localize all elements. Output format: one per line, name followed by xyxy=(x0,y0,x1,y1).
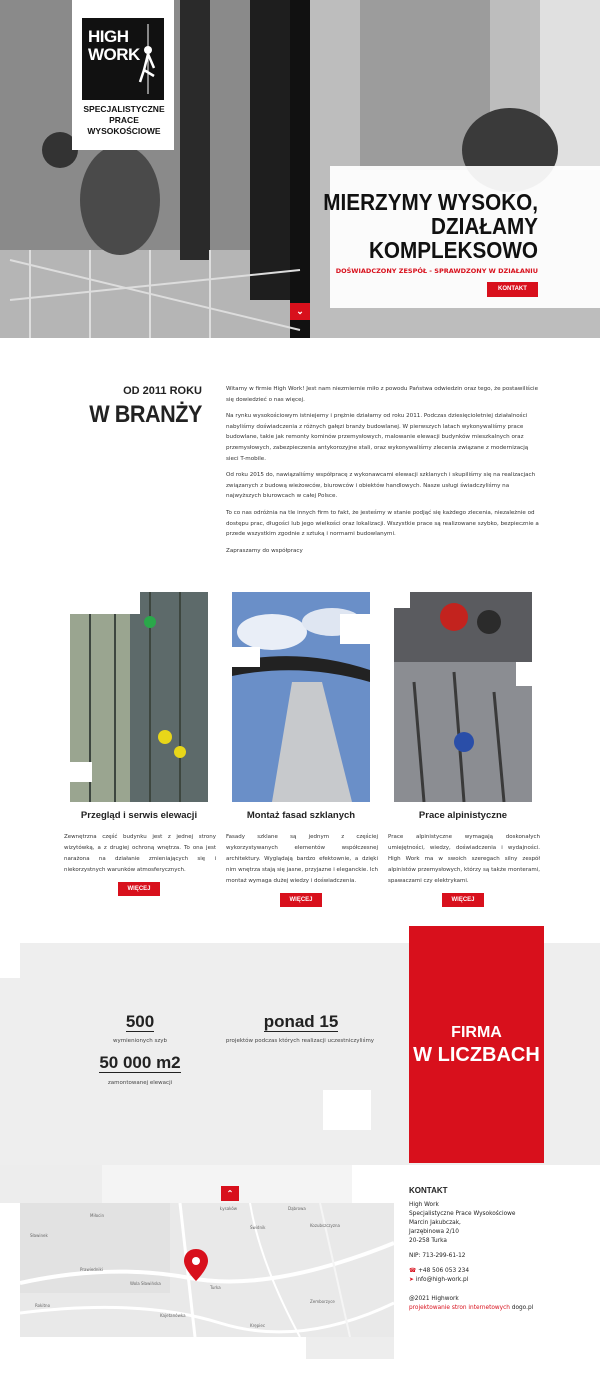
rope-access-photo xyxy=(394,592,532,802)
map-label: Dąbrowa xyxy=(288,1206,306,1211)
logo-mark xyxy=(82,18,164,100)
service-description: Prace alpinistyczne wymagają doskonałych umiejętności, wiedzy, doświadczenia i wydajności. High Work ma w swoich szeregach silny zespół alpinistów przemysłowych, którzy są także monterami, spawaczami czy elektrykami. xyxy=(388,834,540,884)
chevron-up-icon: ⌃ xyxy=(226,1189,234,1198)
credits xyxy=(409,1304,589,1313)
map-label: Turka xyxy=(210,1285,221,1290)
map-label: Zemborzyce xyxy=(310,1299,335,1304)
map-label: Miłocin xyxy=(90,1213,104,1218)
more-button-facade-service[interactable]: WIĘCEJ xyxy=(118,882,160,896)
footer-decor xyxy=(0,1165,102,1203)
phone-icon: ☎ xyxy=(409,1268,417,1274)
map-label: Wola Sławińska xyxy=(130,1281,161,1286)
intro-paragraph: To co nas odróżnia na tle innych firm to fakt, że jesteśmy w stanie podjąć się każdego zlecenia, niezależnie od dostępu prac, długości lub jego wielkości oraz lokalizacji. Wszystkie prace są realizowane szybko, bezpiecznie a przede wszystkim zgodnie z sztuką i normami budowlanymi. xyxy=(226,509,539,538)
stat-label: wymienionych szyb xyxy=(113,1038,167,1044)
hero-section xyxy=(0,0,600,338)
company-name: High Work xyxy=(409,1202,439,1208)
more-button-glass-facade[interactable]: WIĘCEJ xyxy=(280,893,322,907)
email-row[interactable] xyxy=(409,1276,589,1285)
service-title: Prace alpinistyczne xyxy=(418,810,508,821)
service-image-glass-facade xyxy=(232,592,370,802)
tax-id: NIP: 713-299-61-12 xyxy=(409,1253,466,1259)
map-label: Sławinek xyxy=(30,1233,48,1238)
stat-value: 500 xyxy=(125,1012,155,1031)
stats-heading xyxy=(409,1022,544,1066)
contact-block xyxy=(409,1186,589,1313)
stats-heading-line-2: W LICZBACH xyxy=(413,1044,540,1066)
contact-button[interactable]: KONTAKT xyxy=(487,282,538,297)
stats-cutout xyxy=(0,943,20,978)
copyright: @2021 Highwork xyxy=(409,1296,459,1302)
stat-value: 50 000 m2 xyxy=(99,1053,181,1072)
hero-title xyxy=(304,190,538,262)
map[interactable] xyxy=(20,1203,394,1337)
phone-number[interactable]: +48 506 053 234 xyxy=(418,1268,470,1274)
address-city: 20-258 Turka xyxy=(409,1238,447,1244)
map-label: Łysaków xyxy=(220,1206,238,1211)
hero-title-line-1: MIERZYMY WYSOKO, xyxy=(323,189,538,215)
stats-heading-line-1: FIRMA xyxy=(451,1024,502,1041)
service-image-facade-service xyxy=(70,592,208,802)
map-label: Krępiec xyxy=(250,1323,266,1328)
more-button-rope-access[interactable]: WIĘCEJ xyxy=(442,893,484,907)
stat-label: zamontowanej elewacji xyxy=(107,1080,173,1086)
intro-heading: W BRANŻY xyxy=(89,401,202,428)
scroll-down-button[interactable] xyxy=(290,303,310,320)
hero-subtitle: DOŚWIADCZONY ZESPÓŁ - SPRAWDZONY W DZIAŁANIU xyxy=(335,267,538,275)
climber-icon xyxy=(134,24,162,94)
email-link[interactable]: info@high-work.pl xyxy=(415,1277,469,1283)
hero-title-line-3: KOMPLEKSOWO xyxy=(368,237,538,263)
logo-text-high: HIGH xyxy=(88,27,129,46)
intro-text xyxy=(226,384,542,562)
logo-text-work: WORK xyxy=(88,45,140,64)
phone-row[interactable] xyxy=(409,1267,589,1276)
service-description: Fasady szklane są jednym z częściej wykorzystywanych elementów współczesnej architektury. Wyglądają bardzo efektownie, a dzięki nim wnętrza stają się jasne, przyjazne i eleganckie. Ich montaż wymaga dużej wiedzy i doświadczenia. xyxy=(226,834,378,884)
contact-heading: KONTAKT xyxy=(409,1186,448,1195)
glass-facade-photo xyxy=(232,592,370,802)
chevron-down-icon: ⌄ xyxy=(296,306,304,316)
map-label: Rokitno xyxy=(35,1303,51,1308)
stat-label: projektów podczas których realizacji uczestniczyliśmy xyxy=(225,1038,375,1044)
intro-paragraph: Zapraszamy do współpracy xyxy=(226,547,303,554)
company-description: Specjalistyczne Prace Wysokościowe xyxy=(409,1211,516,1217)
facade-photo xyxy=(70,592,208,802)
service-title: Przegląd i serwis elewacji xyxy=(80,810,198,821)
service-image-rope-access xyxy=(394,592,532,802)
hero-title-line-2: DZIAŁAMY xyxy=(431,213,538,239)
intro-paragraph: Witamy w firmie High Work! Jest nam niezmiernie miło z powodu Państwa odwiedzin oraz tego, że postawiliście się dowiedzieć o nas więcej. xyxy=(226,386,539,403)
since-label: OD 2011 ROKU xyxy=(123,385,202,397)
logo-tagline: SPECJALISTYCZNE PRACE WYSOKOŚCIOWE xyxy=(83,104,165,136)
credit-brand[interactable]: dogo.pl xyxy=(511,1305,534,1311)
address-street: Jarzębinowa 2/10 xyxy=(409,1229,459,1235)
send-icon: ➤ xyxy=(409,1277,414,1283)
map-label: Świdnik xyxy=(250,1225,266,1230)
service-title: Montaż fasad szklanych xyxy=(246,810,356,821)
map-label: Kajetanówka xyxy=(160,1313,186,1318)
scroll-up-button[interactable] xyxy=(221,1186,239,1201)
intro-paragraph: Od roku 2015 do, nawiązaliśmy współpracę z wykonawcami elewacji szklanych i skupiliśmy się na realizacjach związanych z budową wieżowców, biurowców i obiektów handlowych. Nasze usługi świadczyliśmy na najwyższych biurowcach w całej Polsce. xyxy=(226,472,536,500)
credit-link[interactable]: projektowanie stron internetowych xyxy=(409,1305,510,1311)
logo[interactable] xyxy=(72,0,174,150)
footer-decor xyxy=(306,1337,394,1359)
intro-paragraph: Na rynku wysokościowym istniejemy i prężnie działamy od roku 2011. Podczas dziesięcioletniej działalności nabyliśmy doświadczenia z różnych gałęzi branży budowlanej. W pierwszych latach wykonywaliśmy prace budowlane, takie jak remonty kominów przemysłowych, malowanie elewacji budynków mieszkalnych oraz przemysłowych, zabezpieczenia antykorozyjne stali, oraz wykonywaliśmy zlecenia związane z modernizacją sieci T-mobile. xyxy=(226,413,529,462)
contact-person: Marcin Jakubczak, xyxy=(409,1220,461,1226)
map-label: Prawiedniki xyxy=(80,1267,103,1272)
map-label: Kozubszczyzna xyxy=(310,1223,340,1228)
stat-value: ponad 15 xyxy=(263,1012,339,1031)
service-description: Zewnętrzna część budynku jest z jednej strony wizytówką, a z drugiej ochroną wnętrza. To ona jest narażona na działanie zmieniających się i niekorzystnych warunków atmosferycznych. xyxy=(64,834,216,873)
stats-cutout xyxy=(323,1090,371,1130)
